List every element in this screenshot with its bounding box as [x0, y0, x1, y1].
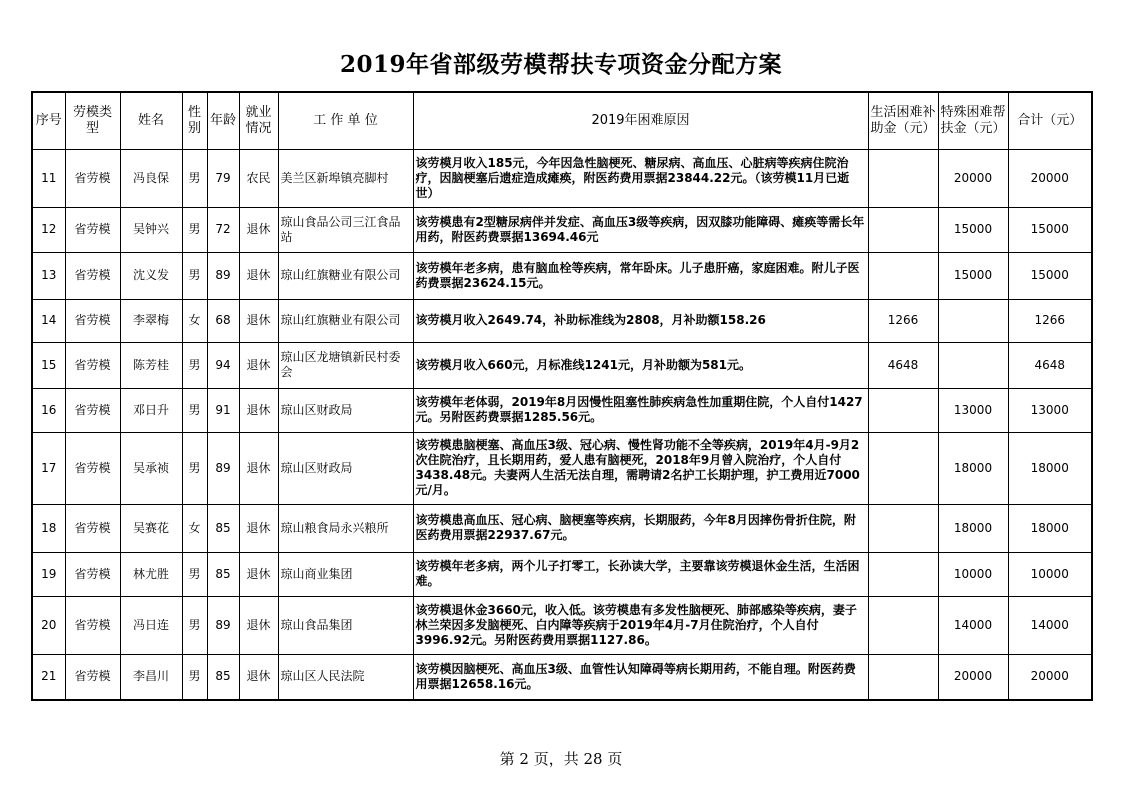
row-living-subsidy [868, 596, 938, 654]
row-reason: 该劳模月收入2649.74，补助标准线为2808，月补助额158.26 [413, 299, 868, 342]
row-age: 85 [207, 552, 239, 596]
row-reason: 该劳模退休金3660元，收入低。该劳模患有多发性脑梗死、肺部感染等疾病，妻子林兰荣因多发脑梗死、白内障等疾病于2019年4月-7月住院治疗，个人自付3996.92元。另附医药费用票据1127.86。 [413, 596, 868, 654]
row-gender: 男 [182, 342, 207, 388]
row-reason: 该劳模年老多病，两个儿子打零工，长孙读大学，主要靠该劳模退休金生活，生活困难。 [413, 552, 868, 596]
row-gender: 男 [182, 654, 207, 700]
row-gender: 男 [182, 252, 207, 299]
row-age: 94 [207, 342, 239, 388]
row-total: 18000 [1008, 504, 1092, 552]
table-row [32, 552, 1092, 596]
row-age: 89 [207, 596, 239, 654]
row-employment: 退休 [239, 388, 278, 432]
header-gender: 性别 [182, 92, 207, 149]
row-living-subsidy [868, 149, 938, 207]
row-name: 冯良保 [120, 149, 182, 207]
row-age: 79 [207, 149, 239, 207]
row-name: 邓日升 [120, 388, 182, 432]
row-work-unit: 琼山区龙塘镇新民村委会 [278, 342, 413, 388]
row-total: 14000 [1008, 596, 1092, 654]
row-seq: 17 [32, 432, 65, 504]
row-employment: 退休 [239, 654, 278, 700]
row-living-subsidy [868, 504, 938, 552]
row-special-aid: 20000 [938, 654, 1008, 700]
row-gender: 男 [182, 388, 207, 432]
row-special-aid [938, 299, 1008, 342]
row-type: 省劳模 [65, 654, 120, 700]
row-living-subsidy [868, 654, 938, 700]
row-living-subsidy: 1266 [868, 299, 938, 342]
row-name: 吴钟兴 [120, 207, 182, 252]
row-living-subsidy [868, 207, 938, 252]
row-type: 省劳模 [65, 149, 120, 207]
row-special-aid: 15000 [938, 207, 1008, 252]
row-work-unit: 琼山食品集团 [278, 596, 413, 654]
row-work-unit: 琼山粮食局永兴粮所 [278, 504, 413, 552]
row-gender: 女 [182, 504, 207, 552]
row-reason: 该劳模月收入185元，今年因急性脑梗死、糖尿病、高血压、心脏病等疾病住院治疗，因脑梗塞后遗症造成瘫痪，附医药费用票据23844.22元。（该劳模11月已逝世） [413, 149, 868, 207]
table-row [32, 207, 1092, 252]
table-row [32, 149, 1092, 207]
table-row [32, 342, 1092, 388]
row-type: 省劳模 [65, 388, 120, 432]
row-seq: 21 [32, 654, 65, 700]
row-work-unit: 琼山区人民法院 [278, 654, 413, 700]
row-type: 省劳模 [65, 342, 120, 388]
row-total: 4648 [1008, 342, 1092, 388]
row-age: 85 [207, 504, 239, 552]
table-header-row [32, 92, 1092, 149]
row-seq: 20 [32, 596, 65, 654]
row-employment: 退休 [239, 504, 278, 552]
header-living-subsidy: 生活困难补助金（元） [868, 92, 938, 149]
row-total: 15000 [1008, 252, 1092, 299]
row-living-subsidy [868, 552, 938, 596]
row-reason: 该劳模患有2型糖尿病伴并发症、高血压3级等疾病，因双膝功能障碍、瘫痪等需长年用药，附医药费票据13694.46元 [413, 207, 868, 252]
table-row [32, 504, 1092, 552]
row-living-subsidy: 4648 [868, 342, 938, 388]
header-reason: 2019年困难原因 [413, 92, 868, 149]
row-seq: 13 [32, 252, 65, 299]
row-gender: 男 [182, 596, 207, 654]
header-type: 劳模类型 [65, 92, 120, 149]
row-name: 吴赛花 [120, 504, 182, 552]
row-name: 李翠梅 [120, 299, 182, 342]
row-type: 省劳模 [65, 252, 120, 299]
row-special-aid: 14000 [938, 596, 1008, 654]
row-seq: 14 [32, 299, 65, 342]
row-gender: 男 [182, 149, 207, 207]
row-type: 省劳模 [65, 552, 120, 596]
row-employment: 农民 [239, 149, 278, 207]
table-row [32, 654, 1092, 700]
row-employment: 退休 [239, 207, 278, 252]
row-employment: 退休 [239, 552, 278, 596]
row-age: 72 [207, 207, 239, 252]
row-type: 省劳模 [65, 596, 120, 654]
page-title: 2019年省部级劳模帮扶专项资金分配方案 [339, 51, 782, 78]
header-age: 年龄 [207, 92, 239, 149]
row-special-aid: 13000 [938, 388, 1008, 432]
row-gender: 男 [182, 207, 207, 252]
row-type: 省劳模 [65, 299, 120, 342]
row-work-unit: 琼山区财政局 [278, 432, 413, 504]
row-work-unit: 琼山区财政局 [278, 388, 413, 432]
row-gender: 男 [182, 552, 207, 596]
row-living-subsidy [868, 388, 938, 432]
row-work-unit: 琼山红旗糖业有限公司 [278, 299, 413, 342]
row-living-subsidy [868, 252, 938, 299]
row-total: 20000 [1008, 654, 1092, 700]
allocation-table [31, 91, 1093, 701]
row-name: 李昌川 [120, 654, 182, 700]
row-seq: 18 [32, 504, 65, 552]
table-row [32, 596, 1092, 654]
row-name: 林尤胜 [120, 552, 182, 596]
row-reason: 该劳模患脑梗塞、高血压3级、冠心病、慢性肾功能不全等疾病，2019年4月-9月2次住院治疗，且长期用药，爱人患有脑梗死，2018年9月曾入院治疗，个人自付3438.48元。夫妻两人生活无法自理，需聘请2名护工长期护理，护工费用近7000元/月。 [413, 432, 868, 504]
row-reason: 该劳模患高血压、冠心病、脑梗塞等疾病，长期服药，今年8月因摔伤骨折住院，附医药费用票据22937.67元。 [413, 504, 868, 552]
row-work-unit: 琼山红旗糖业有限公司 [278, 252, 413, 299]
row-name: 沈义发 [120, 252, 182, 299]
row-reason: 该劳模年老体弱，2019年8月因慢性阻塞性肺疾病急性加重期住院，个人自付1427元。另附医药费票据1285.56元。 [413, 388, 868, 432]
row-reason: 该劳模月收入660元，月标准线1241元，月补助额为581元。 [413, 342, 868, 388]
page-footer: 第 2 页，共 28 页 [499, 750, 623, 768]
header-name: 姓名 [120, 92, 182, 149]
row-age: 89 [207, 432, 239, 504]
header-unit: 工 作 单 位 [278, 92, 413, 149]
row-gender: 男 [182, 432, 207, 504]
row-employment: 退休 [239, 596, 278, 654]
table-row [32, 432, 1092, 504]
row-total: 18000 [1008, 432, 1092, 504]
row-age: 91 [207, 388, 239, 432]
row-employment: 退休 [239, 432, 278, 504]
row-special-aid: 18000 [938, 504, 1008, 552]
row-living-subsidy [868, 432, 938, 504]
row-age: 89 [207, 252, 239, 299]
row-name: 冯日连 [120, 596, 182, 654]
row-total: 10000 [1008, 552, 1092, 596]
row-total: 1266 [1008, 299, 1092, 342]
row-age: 85 [207, 654, 239, 700]
row-age: 68 [207, 299, 239, 342]
row-reason: 该劳模年老多病，患有脑血栓等疾病，常年卧床。儿子患肝癌，家庭困难。附儿子医药费票据23624.15元。 [413, 252, 868, 299]
row-seq: 16 [32, 388, 65, 432]
row-special-aid [938, 342, 1008, 388]
row-type: 省劳模 [65, 504, 120, 552]
row-type: 省劳模 [65, 207, 120, 252]
row-employment: 退休 [239, 252, 278, 299]
row-special-aid: 20000 [938, 149, 1008, 207]
row-seq: 11 [32, 149, 65, 207]
row-seq: 19 [32, 552, 65, 596]
header-total: 合计（元） [1008, 92, 1092, 149]
row-name: 吴承祯 [120, 432, 182, 504]
row-gender: 女 [182, 299, 207, 342]
row-name: 陈芳桂 [120, 342, 182, 388]
row-seq: 12 [32, 207, 65, 252]
row-employment: 退休 [239, 299, 278, 342]
row-total: 20000 [1008, 149, 1092, 207]
row-employment: 退休 [239, 342, 278, 388]
row-reason: 该劳模因脑梗死、高血压3级、血管性认知障碍等病长期用药，不能自理。附医药费用票据12658.16元。 [413, 654, 868, 700]
row-work-unit: 琼山食品公司三江食品站 [278, 207, 413, 252]
row-total: 15000 [1008, 207, 1092, 252]
header-employment: 就业情况 [239, 92, 278, 149]
table-row [32, 388, 1092, 432]
header-special-aid: 特殊困难帮扶金（元） [938, 92, 1008, 149]
row-seq: 15 [32, 342, 65, 388]
table-row [32, 252, 1092, 299]
row-special-aid: 10000 [938, 552, 1008, 596]
row-work-unit: 美兰区新埠镇亮脚村 [278, 149, 413, 207]
row-special-aid: 18000 [938, 432, 1008, 504]
header-seq: 序号 [32, 92, 65, 149]
table-body [32, 149, 1092, 700]
row-work-unit: 琼山商业集团 [278, 552, 413, 596]
row-type: 省劳模 [65, 432, 120, 504]
table-row [32, 299, 1092, 342]
row-special-aid: 15000 [938, 252, 1008, 299]
row-total: 13000 [1008, 388, 1092, 432]
